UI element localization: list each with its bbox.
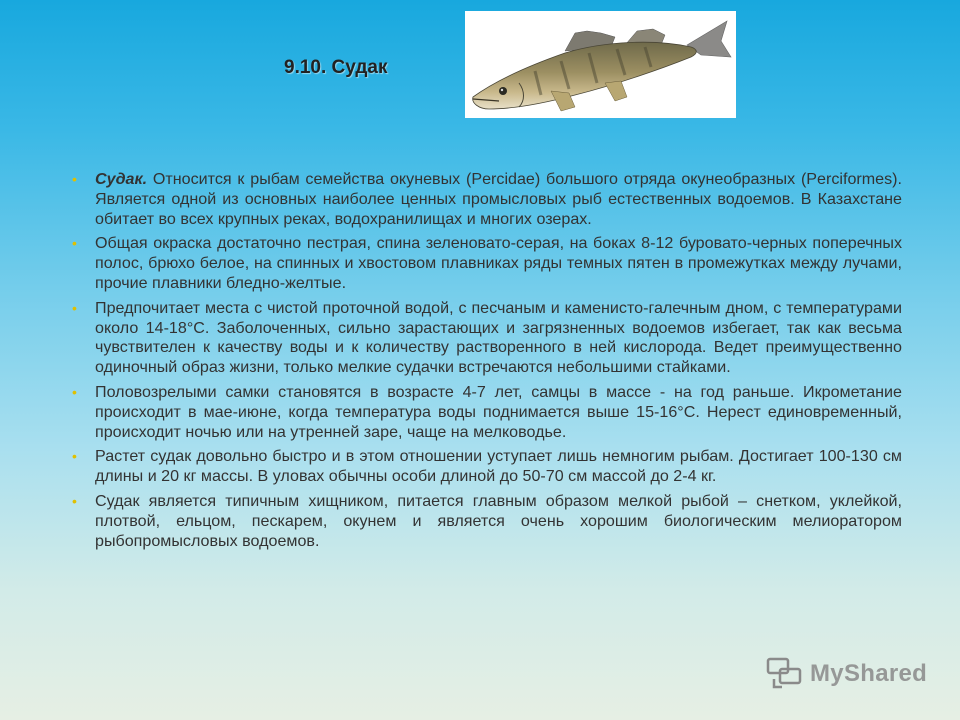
bullet-text: Растет судак довольно быстро и в этом отношении уступает лишь немногим рыбам. Достигает 100-130 см длины и 20 кг массы. В уловах обычны особи длиной до 50-70 см массой до 2-4 кг. (95, 447, 902, 486)
bullet-text: Предпочитает места с чистой проточной водой, с песчаным и каменисто-галечным дном, с температурами около 14-18°С. Заболоченных, сильно зарастающих и загрязненных водоемов избегает, так как весьма чувствителен к качеству воды и к количеству растворенного в ней кислорода. Ведет преимущественно одиночный образ жизни, только мелкие судачки встречаются небольшими стайками. (95, 298, 902, 377)
bullet-list (72, 170, 902, 556)
bullet-marker-icon: • (72, 299, 77, 316)
bullet-item (72, 492, 902, 551)
bullet-item (72, 234, 902, 293)
bullet-text: Относится к рыбам семейства окуневых (Percidae) большого отряда окунеобразных (Perciformes). Является одной из основных наиболее ценных промысловых рыб естественных водоемов. В Казахстане обитает во всех крупных реках, водохранилищах и многих озерах. (95, 170, 902, 228)
bullet-marker-icon: • (72, 383, 77, 400)
bullet-text: Судак является типичным хищником, питается главным образом мелкой рыбой – снетком, уклейкой, плотвой, ельцом, пескарем, окунем и является очень хорошим биологическим мелиоратором рыбопромысловых водоемов. (95, 491, 902, 550)
zander-fish-picture (465, 11, 736, 118)
bullet-text: Общая окраска достаточно пестрая, спина зеленовато-серая, на боках 8-12 буровато-черных поперечных полос, брюхо белое, на спинных и хвостовом плавниках ряды темных пятен в промежутках между лучами, прочие плавники бледно-желтые. (95, 234, 902, 292)
slide-title: 9.10. Судак (284, 57, 388, 78)
bullet-marker-icon: • (72, 171, 77, 187)
bullet-lead: Судак. (95, 170, 148, 188)
bullet-item (72, 447, 902, 487)
zander-fish-image (465, 11, 736, 118)
watermark-text: MyShared (810, 660, 928, 687)
myshared-watermark (766, 656, 927, 692)
bullet-marker-icon: • (72, 235, 77, 252)
bullet-text: Половозрелыми самки становятся в возрасте 4-7 лет, самцы в массе - на год раньше. Икрометание происходит в мае-июне, когда температура воды поднимается выше 15-16°С. Нерест единовременный, происходит ночью или на утренней заре, чаще на мелководье. (95, 382, 902, 441)
bullet-marker-icon: • (72, 492, 77, 509)
bullet-item (72, 383, 902, 442)
bullet-item (72, 299, 902, 378)
bullet-marker-icon: • (72, 448, 77, 465)
bullet-item (72, 170, 902, 229)
myshared-logo-icon (766, 657, 804, 691)
